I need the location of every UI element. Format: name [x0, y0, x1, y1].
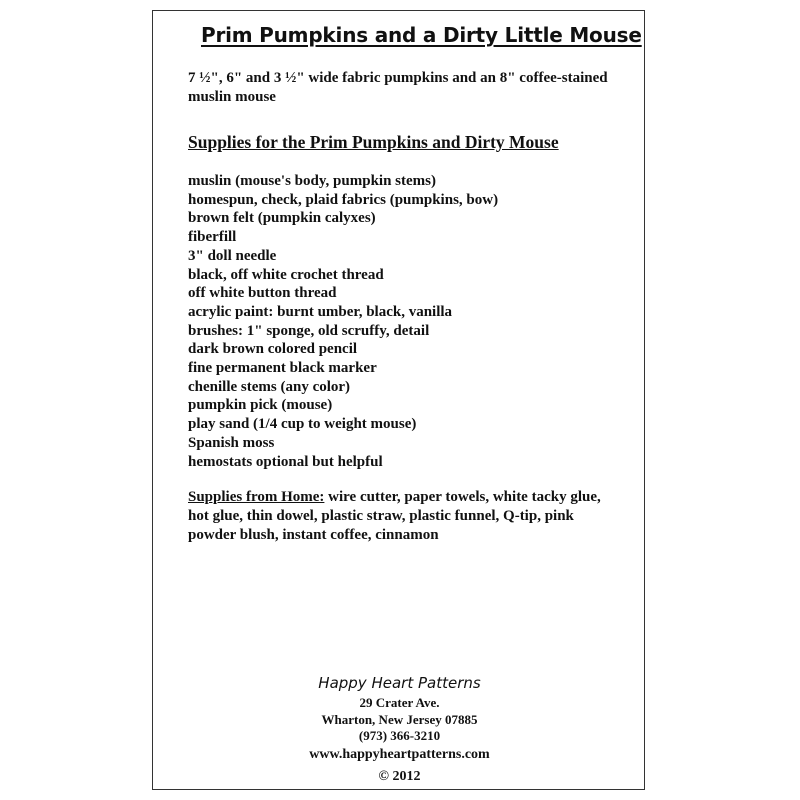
- footer-contact: [153, 671, 646, 789]
- list-item: pumpkin pick (mouse): [188, 397, 333, 414]
- home-supplies-label: Supplies from Home:: [188, 489, 325, 505]
- list-item: muslin (mouse's body, pumpkin stems): [188, 173, 436, 189]
- list-item: fiberfill: [188, 229, 237, 246]
- phone: (973) 366-3210: [358, 728, 441, 743]
- home-supplies: [188, 488, 618, 545]
- pattern-card: [152, 10, 645, 790]
- list-item: hemostats optional but helpful: [188, 453, 383, 470]
- list-item: Spanish moss: [188, 434, 275, 451]
- address: 29 Crater Ave.: [359, 695, 440, 710]
- list-item: off white button thread: [188, 285, 337, 302]
- city-line: Wharton, New Jersey 07885: [321, 711, 478, 727]
- supplies-heading: Supplies for the Prim Pumpkins and Dirty Mouse: [188, 132, 559, 152]
- home-supplies-text: wire cutter, paper towels, white tacky glue, hot glue, thin dowel, plastic straw, plastic funnel, Q-tip, pink powder blush, instant coffee, cinnamon: [188, 489, 601, 543]
- page-title: Prim Pumpkins and a Dirty Little Mouse: [201, 23, 642, 47]
- brand-name: Happy Heart Patterns: [318, 674, 481, 692]
- list-item: brown felt (pumpkin calyxes): [188, 210, 376, 227]
- list-item: dark brown colored pencil: [188, 341, 358, 358]
- intro-description: 7 ½", 6" and 3 ½" wide fabric pumpkins and an 8" coffee-stained muslin mouse: [188, 70, 608, 105]
- copyright: © 2012: [378, 768, 421, 784]
- website: www.happyheartpatterns.com: [309, 746, 490, 762]
- list-item: acrylic paint: burnt umber, black, vanilla: [188, 303, 453, 320]
- list-item: brushes: 1" sponge, old scruffy, detail: [188, 322, 430, 339]
- list-item: chenille stems (any color): [188, 378, 351, 395]
- list-item: homespun, check, plaid fabrics (pumpkins, bow): [188, 191, 499, 208]
- list-item: play sand (1/4 cup to weight mouse): [188, 416, 417, 433]
- supplies-list: [188, 172, 498, 471]
- list-item: fine permanent black marker: [188, 360, 377, 377]
- list-item: 3" doll needle: [188, 247, 277, 264]
- list-item: black, off white crochet thread: [188, 266, 384, 283]
